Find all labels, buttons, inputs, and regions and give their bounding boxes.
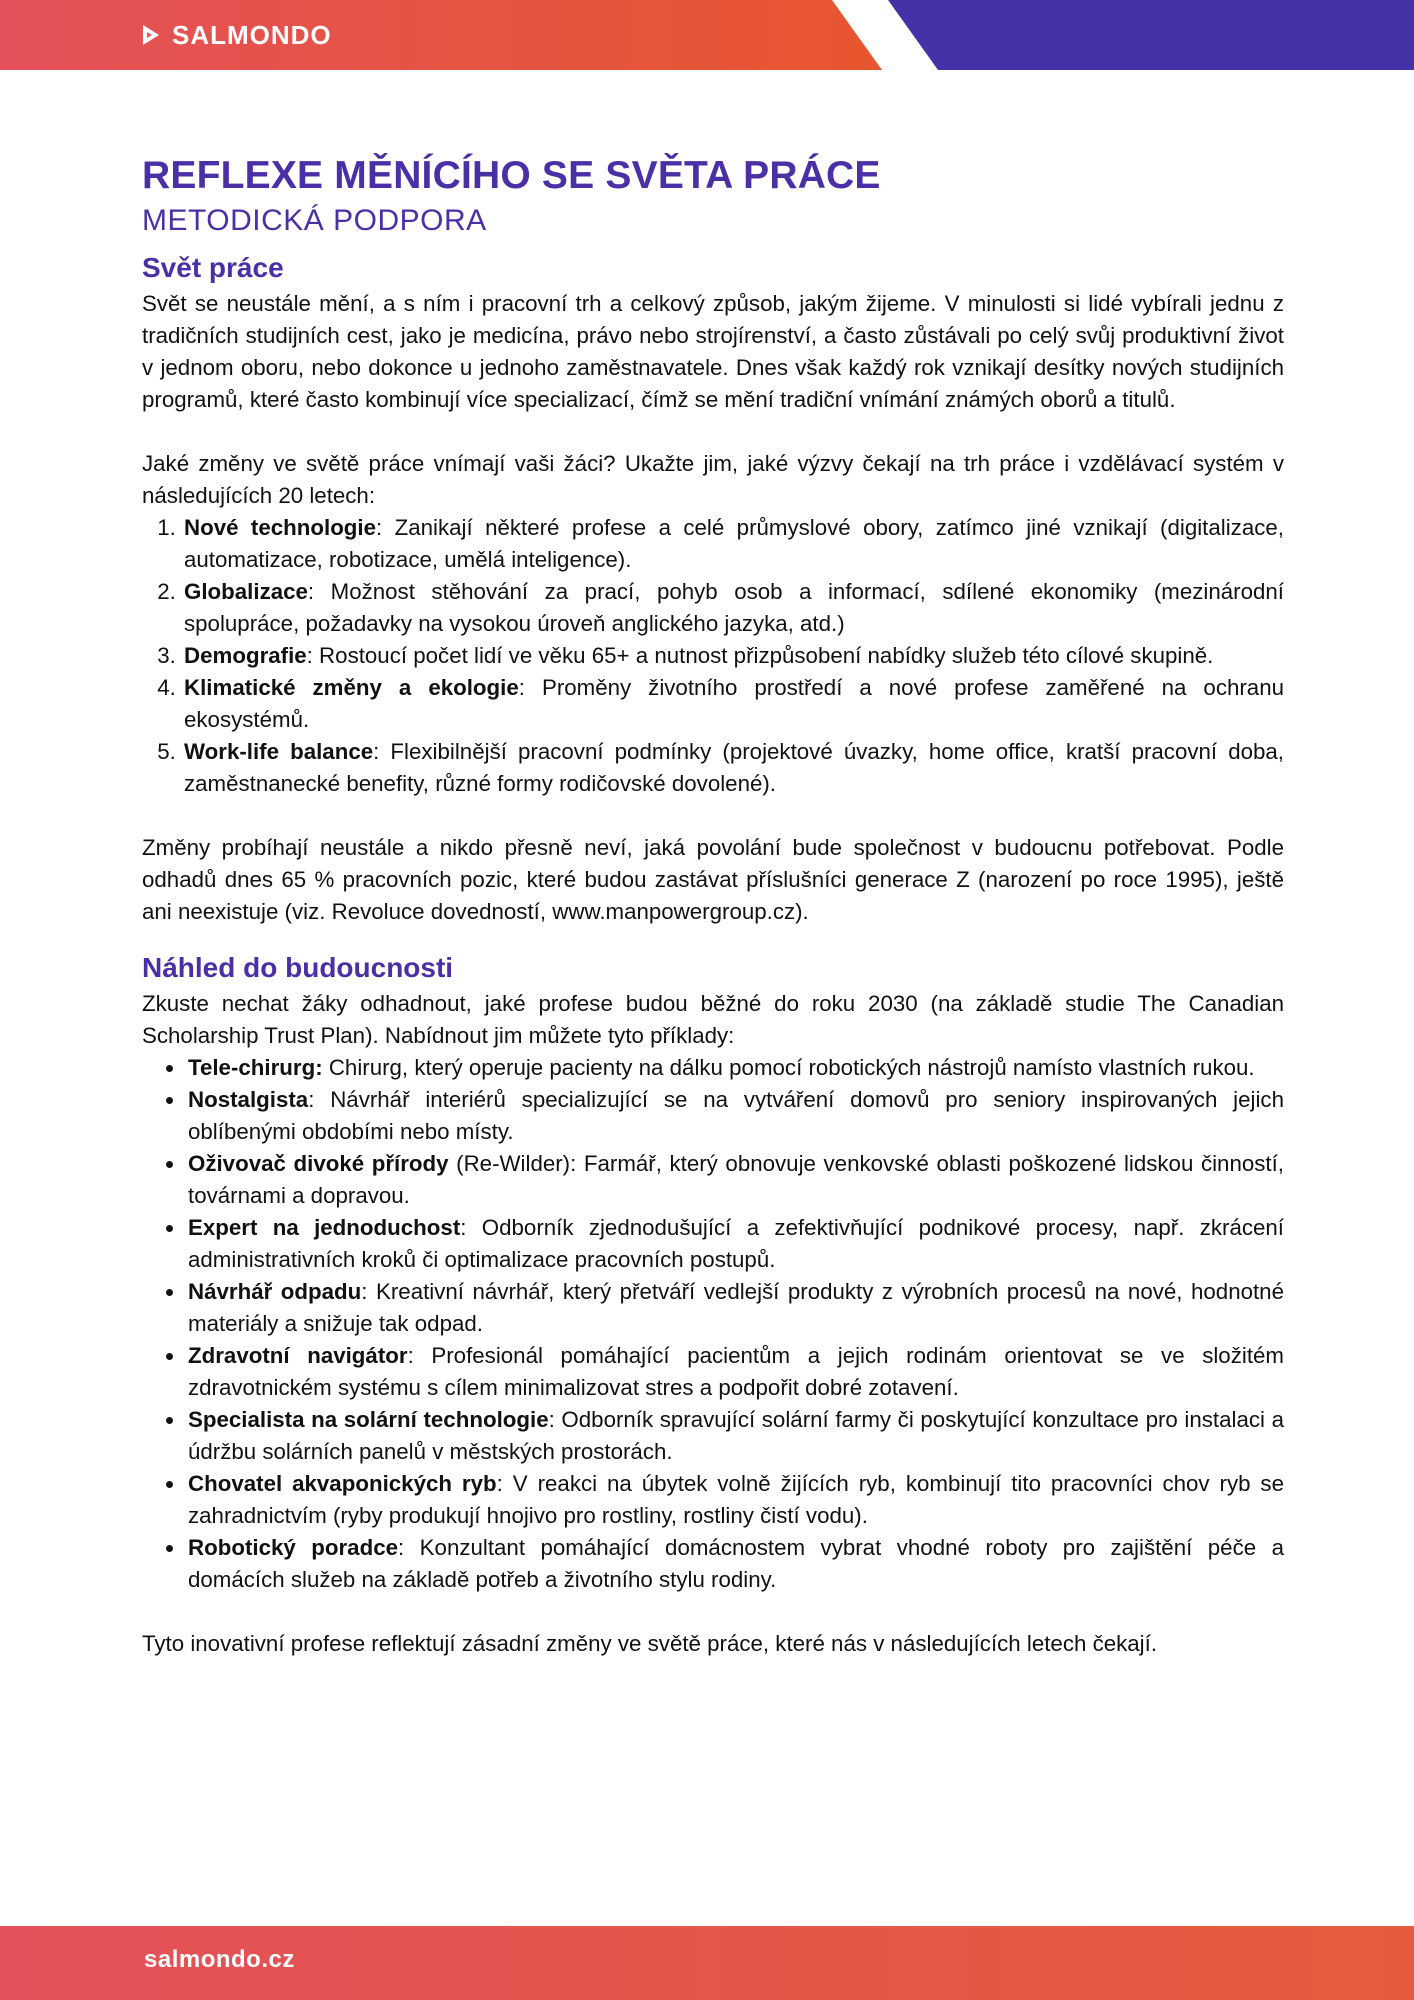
list-item-term: Globalizace [184,579,308,604]
professions-list [142,1052,1284,1596]
list-item-term: Robotický poradce [188,1535,398,1560]
list-item-text: : Proměny životního prostředí a nové profese zaměřené na ochranu ekosystémů. [184,675,1284,732]
section2-intro: Zkuste nechat žáky odhadnout, jaké profese budou běžné do roku 2030 (na základě studie The Canadian Scholarship Trust Plan). Nabídnout jim můžete tyto příklady: [142,991,1284,1048]
page-title: REFLEXE MĚNÍCÍHO SE SVĚTA PRÁCE [142,154,881,197]
list-item-text: : Odborník spravující solární farmy či poskytující konzultace pro instalaci a údržbu solárních panelů v městských prostorách. [188,1407,1284,1464]
list-item-term: Chovatel akvaponických ryb [188,1471,497,1496]
list-item [186,1212,1284,1276]
page-subtitle: METODICKÁ PODPORA [142,204,487,237]
list-item-text: : Zanikají některé profese a celé průmyslové obory, zatímco jiné vznikají (digitalizace, automatizace, robotizace, umělá inteligence). [184,515,1284,572]
list-item-term: Zdravotní navigátor [188,1343,408,1368]
list-item [182,672,1284,736]
list-item [182,640,1284,672]
list-item [186,1340,1284,1404]
list-item-text: : Profesionál pomáhající pacientům a jejich rodinám orientovat se ve složitém zdravotnickém systému s cílem minimalizovat stres a podpořit dobré zotavení. [188,1343,1284,1400]
list-item [186,1404,1284,1468]
list-item-term: Tele-chirurg: [188,1055,323,1080]
section1-question: Jaké změny ve světě práce vnímají vaši žáci? Ukažte jim, jaké výzvy čekají na trh práce i vzdělávací systém v následujících 20 letech: [142,451,1284,508]
list-item-text: : Kreativní návrhář, který přetváří vedlejší produkty z výrobních procesů na nové, hodnotné materiály a snižuje tak odpad. [188,1279,1284,1336]
list-item [182,736,1284,800]
list-item [186,1468,1284,1532]
list-item-term: Návrhář odpadu [188,1279,362,1304]
list-item-text: : V reakci na úbytek volně žijících ryb, kombinují tito pracovníci chov ryb se zahradnictvím (ryby produkují hnojivo pro rostliny, rostliny čistí vodu). [188,1471,1284,1528]
list-item-term: Expert na jednoduchost [188,1215,461,1240]
list-item-term: Oživovač divoké přírody [188,1151,449,1176]
list-item-text: : Flexibilnější pracovní podmínky (projektové úvazky, home office, kratší pracovní doba, zaměstnanecké benefity, různé formy rodičovské dovolené). [184,739,1284,796]
brand-name: SALMONDO [172,19,332,50]
list-item [186,1532,1284,1596]
brand-logo[interactable] [140,16,332,54]
list-item-text: : Možnost stěhování za prací, pohyb osob a informací, sdílené ekonomiky (mezinárodní spolupráce, požadavky na vysokou úroveň anglického jazyka, atd.) [184,579,1284,636]
document-body [142,150,1284,1660]
list-item-text: : Odborník zjednodušující a zefektivňující podnikové procesy, např. zkrácení administrativních kroků či optimalizace pracovních postupů. [188,1215,1284,1272]
header-orange-band [0,0,882,70]
header-banner [0,0,1414,70]
list-item [182,512,1284,576]
list-item [186,1148,1284,1212]
list-item-text: : Návrhář interiérů specializující se na vytváření domovů pro seniory inspirovaných jejich oblíbenými obdobími nebo místy. [188,1087,1284,1144]
section-heading-nahled: Náhled do budoucnosti [142,952,454,983]
header-purple-band [888,0,1414,70]
list-item-term: Specialista na solární technologie [188,1407,549,1432]
list-item-term: Nostalgista [188,1087,309,1112]
section2-closing: Tyto inovativní profese reflektují zásadní změny ve světě práce, které nás v následujících letech čekají. [142,1631,1158,1656]
list-item-text: (Re-Wilder): Farmář, který obnovuje venkovské oblasti poškozené lidskou činností, továrnami a dopravou. [188,1151,1284,1208]
list-item-term: Klimatické změny a ekologie [184,675,519,700]
footer-bar [0,1926,1414,2000]
section1-intro: Svět se neustále mění, a s ním i pracovní trh a celkový způsob, jakým žijeme. V minulosti si lidé vybírali jednu z tradičních studijních cest, jako je medicína, právo nebo strojírenství, a často zůstávali po celý svůj produktivní život v jednom oboru, nebo dokonce u jednoho zaměstnavatele. Dnes však každý rok vznikají desítky nových studijních programů, které často kombinují více specializací, čímž se mění tradiční vnímání známých oborů a titulů. [142,291,1284,412]
section1-closing: Změny probíhají neustále a nikdo přesně neví, jaká povolání bude společnost v budoucnu potřebovat. Podle odhadů dnes 65 % pracovních pozic, které budou zastávat příslušníci generace Z (narození po roce 1995), ještě ani neexistuje (viz. Revoluce dovedností, www.manpowergroup.cz). [142,835,1284,924]
footer-link[interactable]: salmondo.cz [144,1946,295,1973]
list-item-text: : Rostoucí počet lidí ve věku 65+ a nutnost přizpůsobení nabídky služeb této cílové skupině. [306,643,1214,668]
list-item-text: Chirurg, který operuje pacienty na dálku pomocí robotických nástrojů namísto vlastních rukou. [322,1055,1255,1080]
list-item-term: Nové technologie [184,515,377,540]
list-item [186,1084,1284,1148]
list-item [182,576,1284,640]
salmondo-logo-icon [140,23,162,47]
section-heading-svet-prace: Svět práce [142,252,284,283]
list-item [186,1052,1284,1084]
changes-list [142,512,1284,800]
list-item-term: Work-life balance [184,739,374,764]
list-item [186,1276,1284,1340]
list-item-term: Demografie [184,643,307,668]
list-item-text: : Konzultant pomáhající domácnostem vybrat vhodné roboty pro zajištění péče a domácích služeb na základě potřeb a životního stylu rodiny. [188,1535,1284,1592]
